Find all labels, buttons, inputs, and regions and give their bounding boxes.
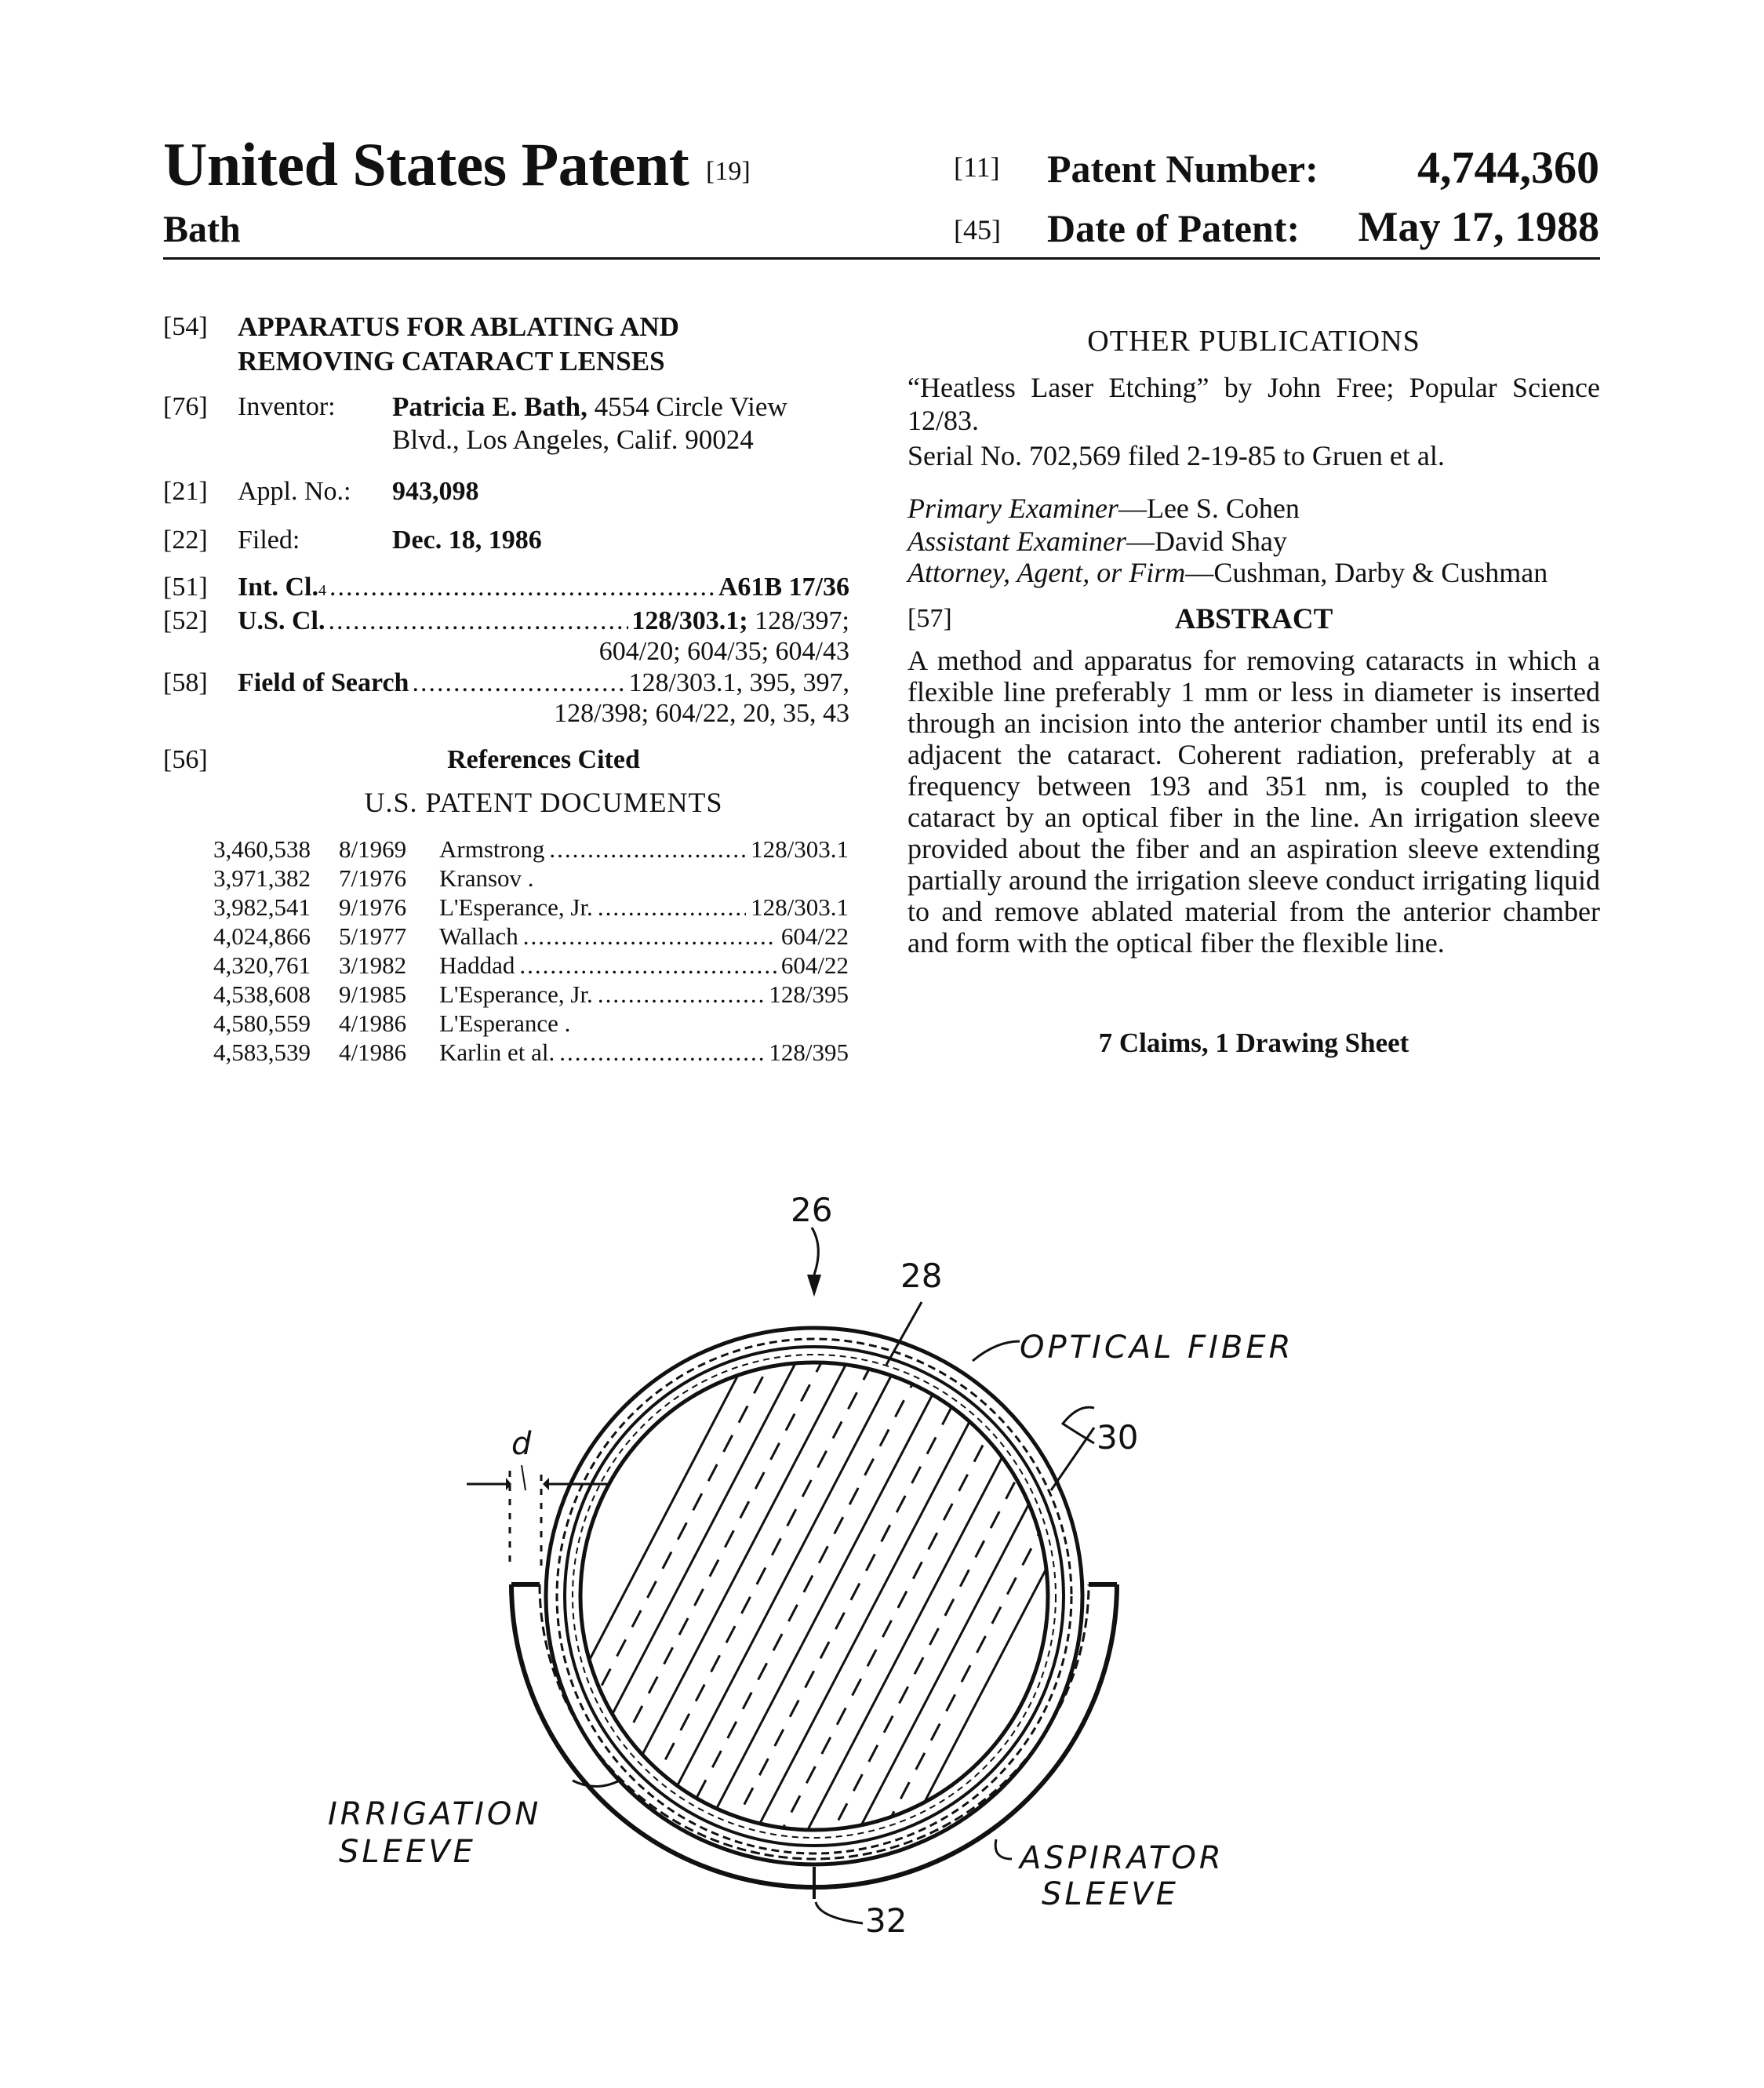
reference-name: Haddad <box>439 951 515 979</box>
reference-name: Armstrong <box>439 835 545 863</box>
ref-label-26: 26 <box>791 1191 833 1229</box>
reference-number: 4,024,866 <box>213 922 311 950</box>
search-code: [58] <box>163 668 208 697</box>
inventor-name: Patricia E. Bath, <box>392 391 587 422</box>
ref-label-d: d <box>511 1426 535 1462</box>
ref-label-32: 32 <box>865 1901 907 1940</box>
reference-name: Karlin et al. <box>439 1039 555 1066</box>
intcl-label: Int. Cl. <box>238 573 318 602</box>
assistant-examiner-name: —David Shay <box>1126 526 1287 557</box>
ref-label-30: 30 <box>1097 1418 1139 1457</box>
date-code: [45] <box>954 214 1001 246</box>
intcl-code: [51] <box>163 573 208 602</box>
page-title: United States Patent <box>163 130 689 198</box>
intcl-sup: 4 <box>318 582 326 599</box>
claims-summary: 7 Claims, 1 Drawing Sheet <box>1098 1028 1409 1058</box>
reference-name: Kransov . <box>439 864 534 892</box>
leader-30-line <box>1051 1428 1094 1490</box>
uscl-code: [52] <box>163 606 208 635</box>
primary-examiner-name: —Lee S. Cohen <box>1118 493 1300 524</box>
attorney-label: Attorney, Agent, or Firm <box>907 557 1186 588</box>
abstract-heading: ABSTRACT <box>1174 603 1333 635</box>
abstract-text: A method and apparatus for removing cataracts in which a flexible line preferably 1 mm or less in diameter is inserted through an incision into the anterior chamber until its end is adjacent the cataract. Coherent radiation, preferably at a frequency between 193 and 351 nm, is coupled to the cataract by an optical fiber in the line. An irrigation sleeve provided about the fiber and an aspiration sleeve extending partially around the irrigation sleeve conduct irrigating liquid to and remove ablated material from the anterior chamber and form with the optical fiber the flexible line. <box>907 645 1600 959</box>
uscl-label: U.S. Cl. <box>238 606 326 635</box>
dimension-d-tick <box>522 1465 526 1490</box>
refs-subheading: U.S. PATENT DOCUMENTS <box>364 787 723 818</box>
reference-number: 4,320,761 <box>213 951 311 979</box>
other-publication-1: “Heatless Laser Etching” by John Free; Popular Science 12/83. <box>907 372 1600 436</box>
reference-date: 5/1977 <box>339 922 407 950</box>
reference-number: 3,971,382 <box>213 864 311 892</box>
search-value: 128/303.1, 395, 397, <box>628 668 849 697</box>
reference-class: 128/303.1 <box>751 893 849 921</box>
dimension-d-arrowhead-right <box>543 1478 549 1490</box>
fiber-core-ring <box>580 1362 1048 1830</box>
inventor-address-line2: Blvd., Los Angeles, Calif. 90024 <box>392 424 754 455</box>
leader-28 <box>886 1302 922 1365</box>
reference-name: L'Esperance, Jr. <box>439 980 593 1008</box>
aspirator-sleeve-label-line2: SLEEVE <box>1042 1876 1179 1912</box>
leader-30 <box>1063 1407 1094 1443</box>
reference-name: L'Esperance, Jr. <box>439 893 593 921</box>
optical-fiber-label: OPTICAL FIBER <box>1020 1330 1294 1366</box>
appl-code: [21] <box>163 477 208 506</box>
leader-irrigation <box>573 1781 620 1787</box>
irrigation-sleeve-label-line2: SLEEVE <box>339 1834 476 1870</box>
uscl-main: 128/303.1; <box>631 606 748 635</box>
patent-number-label: Patent Number: <box>1047 147 1318 191</box>
abstract-code: [57] <box>907 604 952 633</box>
leader-aspirator <box>995 1839 1012 1859</box>
other-publications-heading: OTHER PUBLICATIONS <box>1087 325 1420 358</box>
reference-date: 9/1976 <box>339 893 407 921</box>
leader-32 <box>816 1902 863 1923</box>
search-continued: 128/398; 604/22, 20, 35, 43 <box>554 699 849 728</box>
patent-date: May 17, 1988 <box>1358 203 1599 250</box>
reference-date: 4/1986 <box>339 1039 407 1066</box>
reference-class: 128/395 <box>769 980 849 1008</box>
filed-code: [22] <box>163 526 208 555</box>
irrigation-layer-ring <box>557 1339 1071 1853</box>
leader-26 <box>812 1228 818 1275</box>
invention-title-line2: REMOVING CATARACT LENSES <box>238 346 665 376</box>
reference-name: L'Esperance . <box>439 1009 571 1037</box>
reference-number: 3,982,541 <box>213 893 311 921</box>
reference-number: 4,580,559 <box>213 1009 311 1037</box>
uscl-rest: 128/397; <box>755 606 849 635</box>
inventor-surname: Bath <box>163 209 241 250</box>
filed-label: Filed: <box>238 526 300 555</box>
refs-heading: References Cited <box>447 745 640 774</box>
appl-number: 943,098 <box>392 477 479 506</box>
reference-date: 9/1985 <box>339 980 407 1008</box>
reference-number: 4,583,539 <box>213 1039 311 1066</box>
leader-26-arrow <box>808 1275 820 1294</box>
inventor-code: [76] <box>163 392 208 421</box>
aspirator-sleeve-label-line1: ASPIRATOR <box>1020 1840 1224 1876</box>
patent-number: 4,744,360 <box>1417 142 1599 193</box>
uscl-continued: 604/20; 604/35; 604/43 <box>598 637 849 666</box>
reference-class: 128/395 <box>769 1039 849 1066</box>
title-field-code: [54] <box>163 312 208 341</box>
intcl-value: A61B 17/36 <box>718 573 849 602</box>
reference-date: 3/1982 <box>339 951 407 979</box>
search-label: Field of Search <box>238 668 409 697</box>
reference-date: 4/1986 <box>339 1009 407 1037</box>
patent-number-code: [11] <box>954 151 1000 183</box>
appl-label: Appl. No.: <box>238 477 351 506</box>
reference-class: 128/303.1 <box>751 835 849 863</box>
inventor-label: Inventor: <box>238 392 336 421</box>
assistant-examiner-label: Assistant Examiner <box>907 526 1126 557</box>
invention-title-line1: APPARATUS FOR ABLATING AND <box>238 311 679 342</box>
title-code: [19] <box>706 157 751 186</box>
leader-optical-fiber <box>973 1341 1020 1361</box>
attorney-name: —Cushman, Darby & Cushman <box>1185 557 1548 588</box>
reference-date: 7/1976 <box>339 864 407 892</box>
reference-date: 8/1969 <box>339 835 407 863</box>
primary-examiner-label: Primary Examiner <box>907 493 1118 524</box>
reference-name: Wallach <box>439 922 518 950</box>
inventor-address-line1: 4554 Circle View <box>594 391 787 422</box>
reference-number: 4,538,608 <box>213 980 311 1008</box>
reference-class: 604/22 <box>780 951 849 979</box>
reference-number: 3,460,538 <box>213 835 311 863</box>
date-label: Date of Patent: <box>1047 206 1300 250</box>
refs-code: [56] <box>163 745 208 774</box>
ref-label-28: 28 <box>900 1257 943 1295</box>
reference-class: 604/22 <box>780 922 849 950</box>
irrigation-sleeve-label-line1: IRRIGATION <box>328 1796 542 1832</box>
filed-date: Dec. 18, 1986 <box>392 526 542 555</box>
other-publication-2: Serial No. 702,569 filed 2-19-85 to Gruen et al. <box>907 440 1445 471</box>
